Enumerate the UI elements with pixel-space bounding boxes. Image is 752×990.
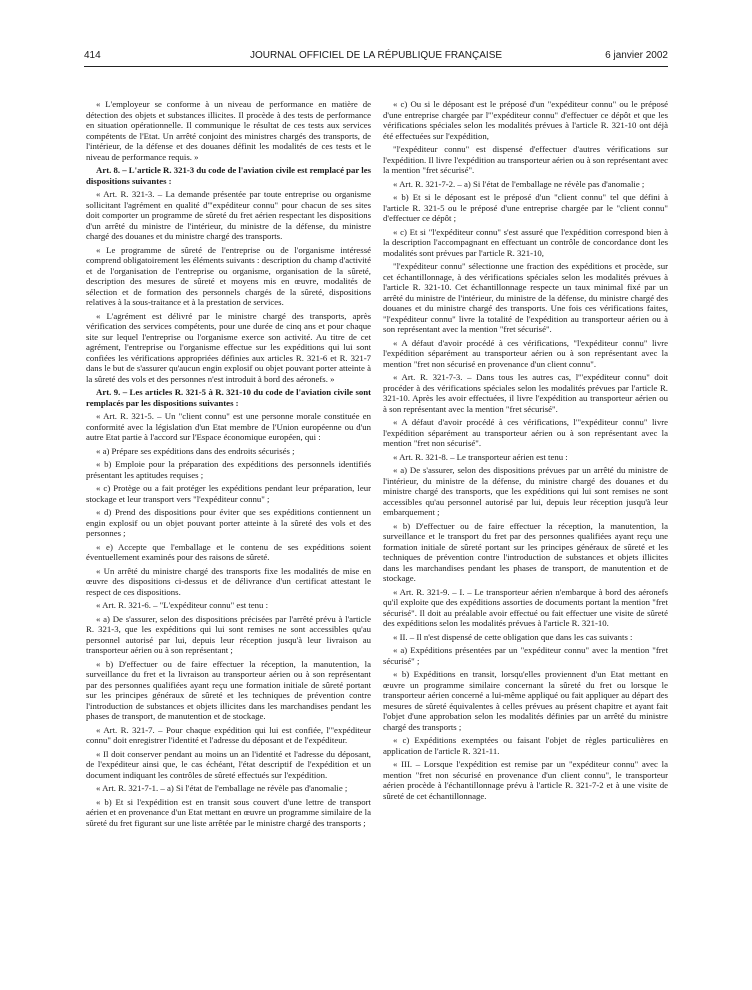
- list-item: « a) Expéditions présentées par un "expéditeur connu" avec la mention "fret sécurisé" ;: [383, 645, 668, 666]
- list-item: « b) D'effectuer ou de faire effectuer la réception, la manutention, la surveillance du fret et la livraison au transporteur aérien ou à son représentant par des personnes qualifiées ayant reçu une formation initiale de sûreté portant sur les principes généraux de sûreté et les techniques de prévention contre l'introduction de substances et objets illicites dans les marchandises pendant les phases de transport, de manutention et de stockage.: [86, 658, 371, 721]
- list-item: « b) Emploie pour la préparation des expéditions des personnels identifiés présentant les aptitudes requises ;: [86, 459, 371, 480]
- list-item: « b) Expéditions en transit, lorsqu'elles proviennent d'un Etat mettant en œuvre un programme similaire concernant la sûreté du fret ou lorsque le transporteur aérien concerné a lui-même appliqué ou fait appliquer au départ des mesures de sûreté équivalentes à celles prévues au présent chapitre et ayant fait l'objet d'une approbation selon les modalités définies par un arrêté du ministre chargé des transports ;: [383, 669, 668, 732]
- paragraph: « A défaut d'avoir procédé à ces vérifications, "l'expéditeur connu" livre l'expédition séparément au transporteur aérien ou à son représentant avec la mention "fret non sécurisé en provenance d'un client connu".: [383, 337, 668, 369]
- list-item: « c) Et si "l'expéditeur connu" s'est assuré que l'expédition correspond bien à la description l'accompagnant en effectuant un contrôle de concordance dont les modalités sont prévues par l'article R. 321-10,: [383, 226, 668, 258]
- paragraph: « II. – Il n'est dispensé de cette obligation que dans les cas suivants :: [393, 631, 633, 642]
- list-item: « d) Prend des dispositions pour éviter que ses expéditions contiennent un engin explosif ou un objet pouvant porter atteinte à la sûreté des vols et des personnes ;: [86, 507, 371, 538]
- paragraph: « Un arrêté du ministre chargé des transports fixe les modalités de mise en œuvre des dispositions ci-dessus et de délivrance d'un certificat attestant le respect de ces dispositions.: [86, 565, 371, 597]
- paragraph: « Art. R. 321-3. – La demande présentée par toute entreprise ou organisme sollicitant l'agrément en qualité d'"expéditeur connu" pour chacun de ses sites doit comporter un programme de sûreté du fret aérien respectant les dispositions d'un arrêté du ministre de l'intérieur, du ministre de la défense, du ministre chargé des douanes et du ministre chargé des transports.: [86, 189, 371, 241]
- paragraph: « Le programme de sûreté de l'entreprise ou de l'organisme intéressé comprend obligatoirement les éléments suivants : description du champ d'activité et de l'organisation de l'entreprise ou organisme, organisation de la sûreté, description des mesures de sûreté et moyens mis en œuvre, modalités de sélection et de formation des personnels chargés de la sûreté, dispositions relatives à la sous-traitance et à la prestation de services.: [86, 244, 371, 307]
- article-9-heading: Art. 9. – Les articles R. 321-5 à R. 321-10 du code de l'aviation civile sont remplacés par les dispositions suivantes :: [86, 387, 371, 408]
- page-number: 414: [84, 50, 101, 61]
- journal-title: JOURNAL OFFICIEL DE LA RÉPUBLIQUE FRANÇAISE: [249, 50, 503, 61]
- list-item: « c) Ou si le déposant est le préposé d'un "expéditeur connu" ou le préposé d'une entreprise chargée par l'"expéditeur connu" d'effectuer ce dépôt et que les vérifications spéciales selon les modalités prévues à l'article R. 321-10 ont déjà été effectuées sur l'expédition,: [383, 99, 668, 141]
- list-item: « a) De s'assurer, selon des dispositions précisées par l'arrêté prévu à l'article R. 321-3, que les expéditions qui lui sont remises ne sont accessibles qu'au personnel autorisé par lui, depuis leur réception jusqu'à leur livraison au transporteur aérien ou à son représentant ;: [86, 613, 371, 655]
- article-8-heading: Art. 8. – L'article R. 321-3 du code de l'aviation civile est remplacé par les dispositions suivantes :: [86, 165, 372, 186]
- paragraph: « Art. R. 321-6. – "L'expéditeur connu" est tenu :: [96, 600, 269, 610]
- paragraph: « Art. R. 321-8. – Le transporteur aérien est tenu :: [393, 451, 568, 462]
- paragraph: « Art. R. 321-7-1. – a) Si l'état de l'emballage ne révèle pas d'anomalie ;: [96, 783, 348, 793]
- list-item: « b) Et si l'expédition est en transit sous couvert d'une lettre de transport aérien et en provenance d'un Etat mettant en œuvre un programme similaire de la sûreté du fret figurant sur une liste arrêtée par le ministre chargé des transports ;: [86, 796, 371, 828]
- page-header: [84, 50, 668, 66]
- list-item: « b) Et si le déposant est le préposé d'un "client connu" tel que défini à l'article R. 321-5 ou le préposé d'une entreprise chargée par le "client connu" d'effectuer ce dépôt ;: [383, 192, 668, 223]
- list-item: « e) Accepte que l'emballage et le contenu de ses expéditions soient éventuellement examinés pour des raisons de sûreté.: [86, 541, 371, 562]
- list-item: « b) D'effectuer ou de faire effectuer la réception, la manutention, la surveillance et le transport du fret par des personnes qualifiées ayant reçu une formation initiale de sûreté portant sur les principes généraux de sûreté et les techniques de prévention contre l'introduction de substances et objets illicites dans les marchandises pendant les phases de transport, de manutention et de stockage.: [383, 520, 668, 583]
- paragraph: « Art. R. 321-9. – I. – Le transporteur aérien n'embarque à bord des aéronefs qu'il exploite que des expéditions assorties de documents portant la mention "fret sécurisé". Il doit au préalable avoir effectué ou fait effectuer une visite de sûreté des expéditions selon les modalités prévues à l'article R. 321-10.: [383, 586, 668, 628]
- paragraph: « Art. R. 321-7-3. – Dans tous les autres cas, l'"expéditeur connu" doit procéder à des vérifications spéciales selon les modalités prévues par l'article R. 321-10. Après les avoir effectuées, il livre l'expédition au transporteur aérien ou à son représentant avec la mention "fret sécurisé".: [383, 372, 668, 414]
- left-column: [86, 99, 371, 831]
- paragraph: « III. – Lorsque l'expédition est remise par un "expéditeur connu" avec la mention "fret non sécurisé en provenance d'un client connu", le transporteur aérien procède à l'échantillonnage prévu à l'article R. 321-7-2 et à une visite de sûreté de cet échantillonnage.: [383, 759, 668, 801]
- paragraph: « L'employeur se conforme à un niveau de performance en matière de détection des objets et substances illicites. Il procède à des tests de performance en situation opérationnelle. Il communique le résultat de ces tests aux services compétents de l'Etat. Un arrêté conjoint des ministres chargés des transports, de l'intérieur, de la défense et des douanes définit les modalités de ces tests et le niveau de performance requis. »: [86, 99, 371, 162]
- paragraph: « Il doit conserver pendant au moins un an l'identité et l'adresse du déposant, de l'expéditeur ainsi que, le cas échéant, l'état descriptif de l'expédition et un document indiquant les contrôles de sûreté effectués sur l'expédition.: [86, 748, 371, 780]
- list-item: « a) Prépare ses expéditions dans des endroits sécurisés ;: [96, 445, 295, 456]
- list-item: « a) De s'assurer, selon des dispositions prévues par un arrêté du ministre de l'intérieur, du ministre de la défense, du ministre chargé des douanes et du ministre chargé des transports, que les expéditions qui lui sont remises ne sont accessibles qu'au personnel autorisé par lui, depuis leur réception jusqu'à leur embarquement ;: [383, 465, 668, 517]
- paragraph: « A défaut d'avoir procédé à ces vérifications, l'"expéditeur connu" livre l'expédition séparément au transporteur aérien ou à son représentant avec la mention "fret non sécurisé".: [383, 417, 668, 448]
- paragraph: « L'agrément est délivré par le ministre chargé des transports, après vérification des services compétents, pour une durée de cinq ans et pour chaque site sur lequel l'entreprise ou l'organisme exerce son activité. Au titre de cet agrément, l'entreprise ou l'organisme effectue sur les expéditions qui lui sont confiées les vérifications appropriées définies aux articles R. 321-6 et R. 321-7 dans le but de s'assurer qu'aucun engin explosif ou objet pouvant porter atteinte à la sûreté des vols et des personnes n'est introduit à bord des aéronefs. »: [86, 310, 371, 384]
- header-rule: [84, 66, 668, 67]
- paragraph: « Art. R. 321-7. – Pour chaque expédition qui lui est confiée, l'"expéditeur connu" doit enregistrer l'identité et l'adresse du déposant et de l'expéditeur.: [86, 724, 371, 745]
- paragraph: "l'expéditeur connu" est dispensé d'effectuer d'autres vérifications sur l'expédition. Il livre l'expédition au transporteur aérien ou à son représentant avec la mention "fret sécurisé".: [383, 144, 668, 175]
- list-item: « c) Expéditions exemptées ou faisant l'objet de règles particulières en application de l'article R. 321-11.: [383, 735, 668, 756]
- list-item: « c) Protège ou a fait protéger les expéditions pendant leur préparation, leur stockage et leur transport vers "l'expéditeur connu" ;: [86, 483, 371, 504]
- paragraph: « Art. R. 321-5. – Un "client connu" est une personne morale constituée en conformité avec la législation d'un Etat membre de l'Union européenne ou d'un autre Etat partie à l'accord sur l'Espace économique européen, qui :: [86, 411, 371, 442]
- paragraph: « Art. R. 321-7-2. – a) Si l'état de l'emballage ne révèle pas d'anomalie ;: [393, 178, 645, 189]
- paragraph: "l'expéditeur connu" sélectionne une fraction des expéditions et procède, sur cet échantillonnage, à des vérifications spéciales selon les modalités prévues à l'article R. 321-10. Cet échantillonnage respecte un taux minimal fixé par un arrêté du ministre de l'intérieur, du ministre de la défense, du ministre chargé des douanes et du ministre chargé des transports. Une fois ces vérifications faites, "l'expéditeur connu" livre la totalité de l'expédition au transporteur aérien ou à son représentant avec la mention "fret sécurisé".: [383, 261, 668, 334]
- right-column: [383, 99, 668, 804]
- publication-date: 6 janvier 2002: [605, 50, 668, 61]
